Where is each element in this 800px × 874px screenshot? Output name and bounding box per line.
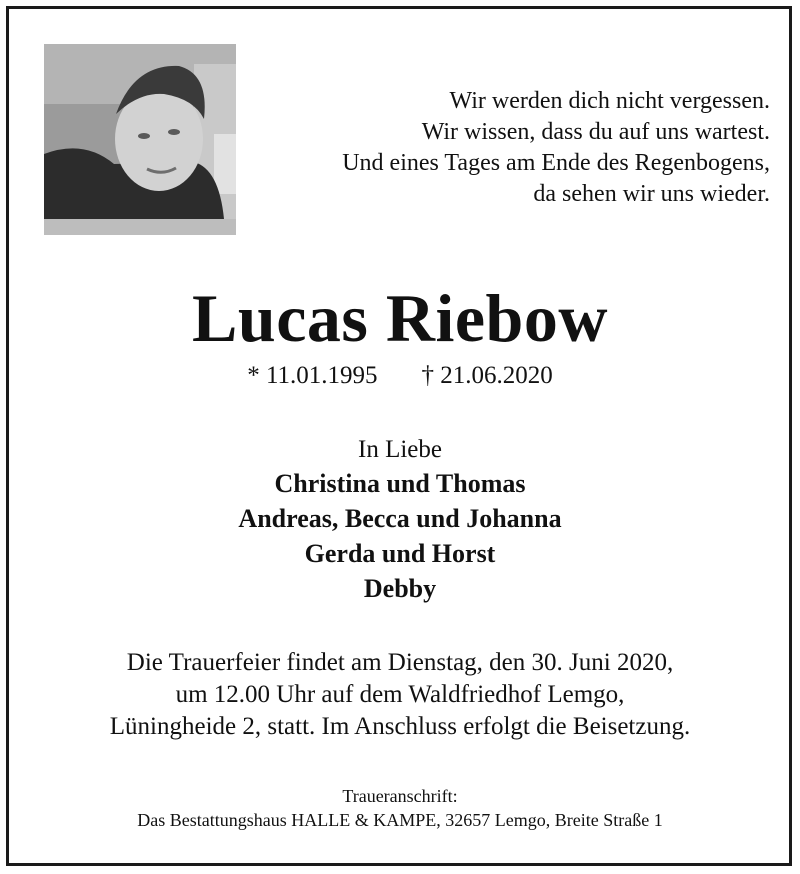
mourners-list <box>0 466 800 606</box>
address-text: Das Bestattungshaus HALLE & KAMPE, 32657 Lemgo, Breite Straße 1 <box>137 810 663 830</box>
funeral-service-info <box>0 647 800 743</box>
mourning-address <box>0 784 800 832</box>
mourners-intro: In Liebe <box>358 436 442 463</box>
mourner-names: Gerda und Horst <box>304 539 496 568</box>
portrait-photo <box>44 44 236 235</box>
poem-line: da sehen wir uns wieder. <box>533 181 770 207</box>
poem <box>210 86 770 210</box>
poem-line: Und eines Tages am Ende des Regenbogens, <box>342 150 770 176</box>
birth-date: * 11.01.1995 <box>247 362 378 389</box>
mourner-names: Andreas, Becca und Johanna <box>238 504 562 533</box>
poem-line: Wir wissen, dass du auf uns wartest. <box>421 119 770 145</box>
service-line: Lüningheide 2, statt. Im Anschluss erfolgt die Beisetzung. <box>109 713 691 740</box>
address-label: Traueranschrift: <box>342 786 458 806</box>
death-date: † 21.06.2020 <box>421 362 553 389</box>
portrait-image <box>44 44 236 235</box>
service-line: Die Trauerfeier findet am Dienstag, den 30. Juni 2020, <box>126 649 674 676</box>
mourner-names: Debby <box>363 574 437 603</box>
life-dates <box>0 361 800 391</box>
poem-line: Wir werden dich nicht vergessen. <box>449 88 770 114</box>
mourner-names: Christina und Thomas <box>274 469 526 498</box>
service-line: um 12.00 Uhr auf dem Waldfriedhof Lemgo, <box>175 681 625 708</box>
deceased-name: Lucas Riebow <box>192 280 608 356</box>
